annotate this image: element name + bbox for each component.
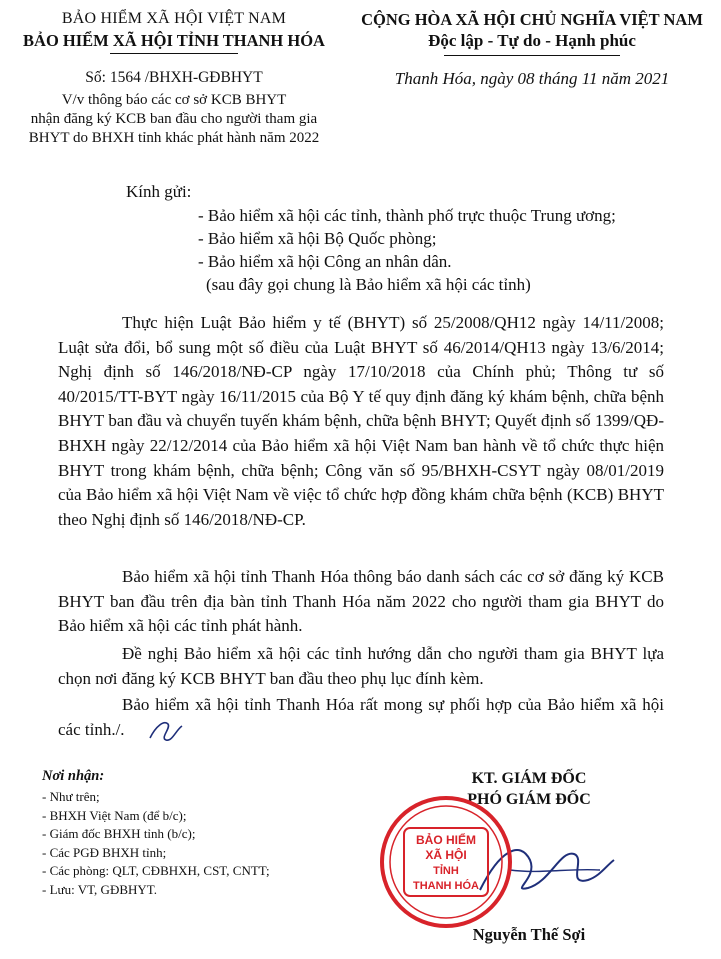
recipient-note: (sau đây gọi chung là Bảo hiểm xã hội các tỉnh) — [206, 275, 531, 294]
initials-mark — [146, 716, 186, 746]
svg-text:XÃ HỘI: XÃ HỘI — [425, 848, 467, 862]
svg-text:BẢO HIỂM: BẢO HIỂM — [416, 833, 476, 847]
recipient-line: - Bảo hiểm xã hội các tỉnh, thành phố trực thuộc Trung ương; — [198, 206, 616, 225]
subject-line: V/v thông báo các cơ sở KCB BHYT — [61, 92, 287, 108]
motto-underline — [444, 55, 620, 56]
body-paragraph-request — [58, 642, 664, 691]
subject-line: BHYT do BHXH tỉnh khác phát hành năm 2022 — [28, 130, 320, 146]
national-motto: Độc lập - Tự do - Hạnh phúc — [428, 31, 636, 50]
document-subject — [14, 91, 334, 148]
recipient-line: - Bảo hiểm xã hội Bộ Quốc phòng; — [198, 229, 437, 248]
signer-name: Nguyễn Thế Sợi — [472, 925, 586, 944]
signature-title-1: KT. GIÁM ĐỐC — [471, 770, 587, 787]
document-number: Số: 1564 /BHXH-GĐBHYT — [85, 69, 263, 86]
receiver-item: - Các phòng: QLT, CĐBHXH, CST, CNTT; — [42, 863, 270, 879]
receiver-item: - Các PGĐ BHXH tỉnh; — [42, 844, 167, 860]
receiver-item: - Lưu: VT, GĐBHYT. — [42, 881, 158, 897]
receivers-list — [42, 788, 270, 900]
agency-name: BẢO HIỂM XÃ HỘI TỈNH THANH HÓA — [23, 31, 325, 50]
svg-text:THANH HÓA: THANH HÓA — [413, 880, 479, 892]
paragraph-text: Bảo hiểm xã hội tỉnh Thanh Hóa rất mong sự phối hợp của Bảo hiểm xã hội các tỉnh./. — [58, 695, 664, 739]
national-title: CỘNG HÒA XÃ HỘI CHỦ NGHĨA VIỆT NAM — [361, 10, 703, 29]
receiver-item: - BHXH Việt Nam (để b/c); — [42, 807, 187, 823]
paragraph-text: Đề nghị Bảo hiểm xã hội các tỉnh hướng dẫn cho người tham gia BHYT lựa chọn nơi đăng ký KCB BHYT ban đầu theo phụ lục đính kèm. — [58, 644, 664, 688]
official-seal — [376, 792, 516, 932]
paragraph-text: Thực hiện Luật Bảo hiểm y tế (BHYT) số 25/2008/QH12 ngày 14/11/2008; Luật sửa đổi, bổ sung một số điều của Luật BHYT số 46/2014/QH13 ngày 13/6/2014; Nghị định số 146/2018/NĐ-CP ngày 17/10/2018 của Chính phủ; Thông tư số 40/2015/TT-BYT ngày 16/11/2015 của Bộ Y tế quy định đăng ký khám bệnh, chữa bệnh BHYT ban đầu và chuyển tuyến khám bệnh, chữa bệnh BHYT; Quyết định số 1399/QĐ-BHXH ngày 22/12/2014 của Bảo hiểm xã hội Việt Nam ban hành về tổ chức thực hiện BHYT trong khám bệnh, chữa bệnh; Công văn số 95/BHXH-CSYT ngày 08/01/2019 của Bảo hiểm xã hội Việt Nam về việc tổ chức hợp đồng khám chữa bệnh (KCB) BHYT theo Nghị định số 146/2018/NĐ-CP. — [58, 313, 664, 529]
greeting: Kính gửi: — [126, 182, 192, 201]
svg-text:TỈNH: TỈNH — [433, 865, 459, 877]
paragraph-text: Bảo hiểm xã hội tỉnh Thanh Hóa thông báo danh sách các cơ sở đăng ký KCB BHYT ban đầu trên địa bàn tỉnh Thanh Hóa năm 2022 cho người tham gia BHYT do Bảo hiểm xã hội các tỉnh phát hành. — [58, 567, 664, 636]
receiver-item: - Như trên; — [42, 789, 100, 804]
agency-underline — [110, 53, 238, 54]
receivers-title: Nơi nhận: — [42, 768, 105, 784]
receiver-item: - Giám đốc BHXH tỉnh (b/c); — [42, 826, 196, 842]
signature-title-2: PHÓ GIÁM ĐỐC — [467, 791, 591, 808]
agency-parent: BẢO HIỂM XÃ HỘI VIỆT NAM — [61, 10, 287, 27]
place-date: Thanh Hóa, ngày 08 tháng 11 năm 2021 — [394, 69, 670, 88]
body-paragraph-announcement — [58, 565, 664, 639]
body-paragraph-legal-basis — [58, 311, 664, 532]
recipient-line: - Bảo hiểm xã hội Công an nhân dân. — [198, 252, 452, 271]
subject-line: nhận đăng ký KCB ban đầu cho người tham gia — [30, 111, 318, 127]
